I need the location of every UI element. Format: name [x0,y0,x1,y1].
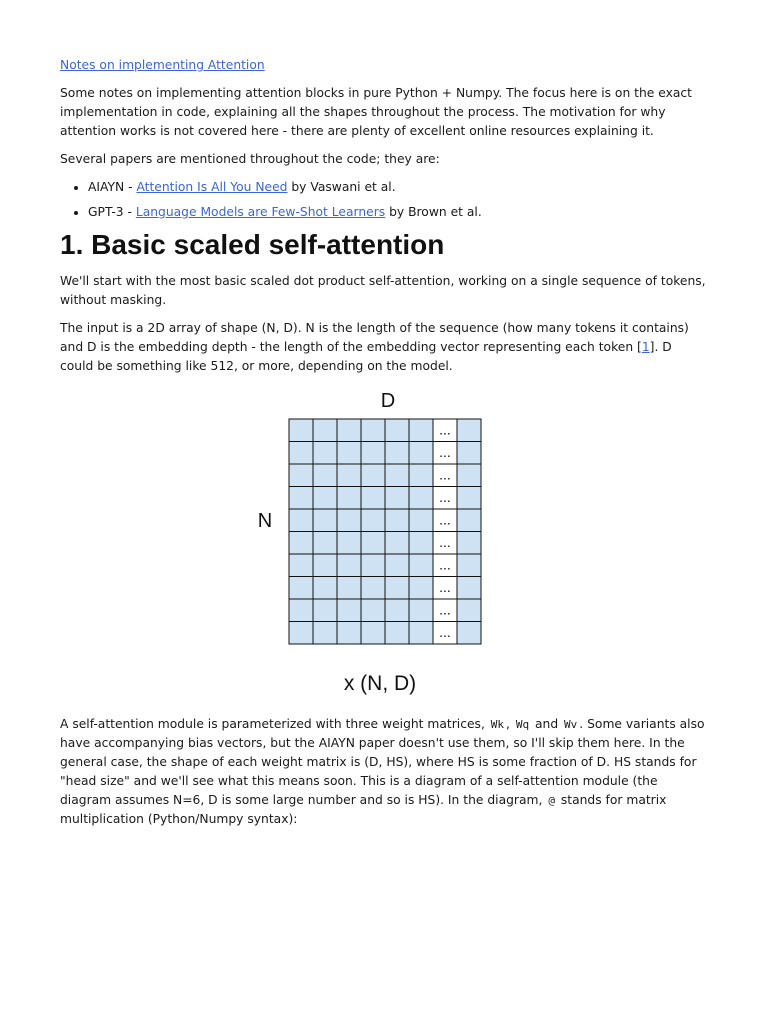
matrix-cell [361,622,385,645]
matrix-cell [289,419,313,442]
matrix-cell [457,419,481,442]
notes-title-link[interactable]: Notes on implementing Attention [60,58,265,72]
matrix-cell [313,622,337,645]
matrix-cell [337,509,361,532]
matrix-cell [289,599,313,622]
matrix-cell [289,509,313,532]
matrix-cell [337,419,361,442]
matrix-cell [385,532,409,555]
matrix-caption: x (N, D) [343,672,417,695]
paper-suffix: by Vaswani et al. [287,180,396,194]
matrix-ellipsis: ... [439,466,451,483]
matrix-cell [289,442,313,465]
matrix-ellipsis: ... [439,511,451,528]
weights-text: , [506,717,514,731]
matrix-ellipsis: ... [439,421,451,438]
papers-intro-paragraph: Several papers are mentioned throughout the code; they are: [60,152,440,166]
weights-text: and [531,717,563,731]
matrix-cell [361,554,385,577]
matrix-cell [457,554,481,577]
matrix-cell [289,532,313,555]
papers-list [60,178,708,222]
matrix-cell [409,622,433,645]
matrix-cell [313,532,337,555]
matrix-cell [337,622,361,645]
matrix-cell [385,509,409,532]
matrix-cell [337,464,361,487]
input-shape-paragraph [60,319,708,376]
matrix-cell [385,622,409,645]
weights-text: A self-attention module is parameterized with three weight matrices, [60,717,489,731]
code-wv: Wv [564,718,578,731]
paper-prefix: AIAYN - [88,180,137,194]
matrix-grid [289,419,481,644]
matrix-cell [337,532,361,555]
matrix-ellipsis: ... [439,601,451,618]
matrix-cell [409,554,433,577]
matrix-cell [385,554,409,577]
matrix-cell [313,487,337,510]
matrix-ellipsis: ... [439,488,451,505]
matrix-cell [409,442,433,465]
matrix-ellipsis: ... [439,533,451,550]
matrix-cell [337,487,361,510]
code-wq: Wq [515,718,530,731]
matrix-cell [457,464,481,487]
matrix-cell [457,577,481,600]
section-intro-paragraph: We'll start with the most basic scaled dot product self-attention, working on a single sequence of tokens, without masking. [60,274,706,307]
matrix-cell [457,532,481,555]
paper-prefix: GPT-3 - [88,205,136,219]
code-wk: Wk [490,718,505,731]
matrix-cell [409,532,433,555]
code-matmul: @ [548,794,555,807]
matrix-cell [361,487,385,510]
matrix-cell [385,599,409,622]
matrix-cell [361,419,385,442]
input-matrix-figure [60,385,708,705]
matrix-ellipsis: ... [439,443,451,460]
intro-paragraph: Some notes on implementing attention blocks in pure Python + Numpy. The focus here is on the exact implementation in code, explaining all the shapes throughout the process. The motivation for why attention works is not covered here - there are plenty of excellent online resources explaining it. [60,86,692,138]
matrix-cell [385,577,409,600]
input-shape-text: The input is a 2D array of shape (N, D). N is the length of the sequence (how many tokens it contains) and D is the embedding depth - the length of the embedding vector representing each token [ [60,321,689,354]
matrix-cell [457,599,481,622]
matrix-cell [409,464,433,487]
matrix-cell [313,464,337,487]
matrix-cell [361,599,385,622]
matrix-cell [313,577,337,600]
matrix-cell [289,577,313,600]
matrix-cell [385,487,409,510]
matrix-col-label: D [380,390,396,412]
weights-paragraph [60,715,708,829]
matrix-cell [409,487,433,510]
matrix-cell [361,577,385,600]
matrix-row-label: N [257,510,273,532]
section-heading: 1. Basic scaled self-attention [60,229,445,260]
list-item [88,203,708,222]
matrix-cell [457,442,481,465]
matrix-cell [313,554,337,577]
matrix-cell [361,464,385,487]
matrix-cell [361,532,385,555]
list-item [88,178,708,197]
matrix-cell [313,599,337,622]
matrix-cell [361,509,385,532]
matrix-cell [313,419,337,442]
matrix-cell [337,442,361,465]
matrix-cell [385,419,409,442]
matrix-cell [337,599,361,622]
matrix-cell [337,554,361,577]
matrix-cell [457,509,481,532]
matrix-cell [289,487,313,510]
matrix-cell [409,599,433,622]
weights-text: stands for matrix multiplication (Python/Numpy syntax): [60,793,667,826]
paper-link-gpt3[interactable]: Language Models are Few-Shot Learners [135,205,386,219]
matrix-cell [385,442,409,465]
matrix-cell [313,509,337,532]
input-shape-text-cont: ]. D could be something like 512, or more, depending on the model. [60,340,672,373]
matrix-cell [385,464,409,487]
matrix-cell [289,554,313,577]
matrix-cell [409,577,433,600]
matrix-cell [409,509,433,532]
matrix-cell [457,622,481,645]
footnote-ref-link[interactable]: 1 [641,340,650,354]
matrix-ellipsis: ... [439,578,451,595]
matrix-ellipsis: ... [439,556,451,573]
input-matrix-diagram [60,385,708,705]
paper-link-aiayn[interactable]: Attention Is All You Need [136,180,288,194]
matrix-cell [289,622,313,645]
matrix-cell [289,464,313,487]
matrix-ellipsis: ... [439,623,451,640]
matrix-cell [409,419,433,442]
matrix-cell [313,442,337,465]
paper-suffix: by Brown et al. [385,205,482,219]
matrix-cell [337,577,361,600]
weights-text: . Some variants also have accompanying bias vectors, but the AIAYN paper doesn't use them, so I'll skip them here. In the general case, the shape of each weight matrix is (D, HS), where HS is some fraction of D. HS stands for "head size" and we'll see what this means soon. This is a diagram of a self-attention module (the diagram assumes N=6, D is some large number and so is HS). In the diagram, [60,717,705,807]
matrix-cell [457,487,481,510]
matrix-cell [361,442,385,465]
